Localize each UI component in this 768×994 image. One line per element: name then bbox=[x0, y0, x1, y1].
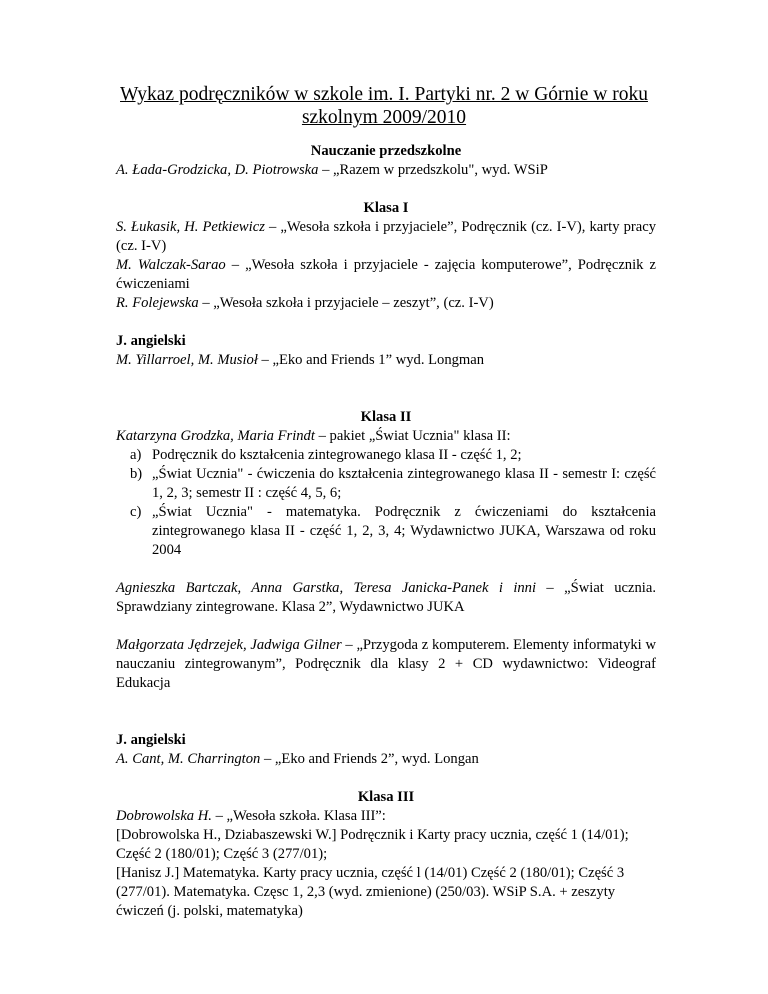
subsection-heading-angielski-2: J. angielski bbox=[116, 732, 186, 748]
entry-authors: Katarzyna Grodzka, Maria Frindt bbox=[116, 428, 315, 444]
entry-authors: S. Łukasik, H. Petkiewicz bbox=[116, 219, 265, 235]
list-marker: c) bbox=[130, 504, 142, 520]
section-heading-klasa-1: Klasa I bbox=[363, 200, 409, 216]
subsection-heading-angielski-1: J. angielski bbox=[116, 333, 186, 349]
entry-text: – „Wesoła szkoła i przyjaciele – zeszyt”, (cz. I-V) bbox=[198, 295, 494, 311]
entry-angielski-1 bbox=[116, 351, 656, 370]
entry-klasa-2-intro bbox=[116, 427, 656, 446]
entry-klasa-1 bbox=[116, 218, 656, 256]
list-item bbox=[116, 503, 656, 560]
list-item-text: „Świat Ucznia" - ćwiczenia do kształcenia zintegrowanego klasa II - semestr I: część 1, 2, 3; semestr II : część 4, 5, 6; bbox=[152, 466, 656, 501]
entry-text: – „Wesoła szkoła i przyjaciele”, Podręcznik (cz. I-V), karty pracy (cz. I-V) bbox=[116, 219, 657, 254]
entry-authors: A. Cant, M. Charrington bbox=[116, 751, 261, 767]
entry-authors: M. Walczak-Sarao bbox=[116, 257, 226, 273]
entry-text: – „Eko and Friends 1” wyd. Longman bbox=[257, 352, 485, 368]
entry-angielski-2 bbox=[116, 750, 656, 769]
entry-przedszkole bbox=[116, 161, 656, 180]
entry-authors: Dobrowolska H. bbox=[116, 808, 212, 824]
section-heading-klasa-2: Klasa II bbox=[360, 409, 412, 425]
section-heading-przedszkole: Nauczanie przedszkolne bbox=[310, 143, 462, 159]
list-marker: a) bbox=[130, 447, 142, 463]
entry-text: – „Świat ucznia. Sprawdziany zintegrowane. Klasa 2”, Wydawnictwo JUKA bbox=[116, 580, 656, 615]
list-item bbox=[116, 446, 656, 465]
entry-klasa-3-intro bbox=[116, 807, 656, 826]
list-item-text: Podręcznik do kształcenia zintegrowanego klasa II - część 1, 2; bbox=[152, 447, 522, 463]
entry-authors: A. Łada-Grodzicka, D. Piotrowska bbox=[116, 162, 319, 178]
entry-text: – „Wesoła szkoła i przyjaciele - zajęcia komputerowe”, Podręcznik z ćwiczeniami bbox=[116, 257, 657, 292]
entry-authors: Małgorzata Jędrzejek, Jadwiga Gilner bbox=[116, 637, 342, 653]
entry-klasa-1 bbox=[116, 256, 656, 294]
list-item-text: „Świat Ucznia" - matematyka. Podręcznik z ćwiczeniami do kształcenia zintegrowanego klasa II - część 1, 2, 3, 4; Wydawnictwo JUKA, Warszawa od roku 2004 bbox=[152, 504, 656, 558]
entry-text: – pakiet „Świat Ucznia" klasa II: bbox=[314, 428, 511, 444]
section-heading-klasa-3: Klasa III bbox=[357, 789, 415, 805]
entry-text: – „Razem w przedszkolu", wyd. WSiP bbox=[318, 162, 548, 178]
entry-klasa-3-para: [Hanisz J.] Matematyka. Karty pracy ucznia, część l (14/01) Część 2 (180/01); Część 3 (277/01). Matematyka. Częsc 1, 2,3 (wyd. zmienione) (250/03). WSiP S.A. + zeszyty ćwiczeń (j. polski, matematyka) bbox=[116, 865, 625, 919]
entry-text: – „Eko and Friends 2”, wyd. Longan bbox=[260, 751, 479, 767]
item-list bbox=[116, 446, 656, 560]
document-body bbox=[116, 142, 656, 921]
entry-authors: R. Folejewska bbox=[116, 295, 199, 311]
document-title: Wykaz podręczników w szkole im. I. Partyki nr. 2 w Górnie w roku szkolnym 2009/2010 bbox=[120, 84, 648, 128]
entry-text: – „Wesoła szkoła. Klasa III”: bbox=[211, 808, 386, 824]
entry-authors: Agnieszka Bartczak, Anna Garstka, Teresa Janicka-Panek i inni bbox=[116, 580, 537, 596]
list-marker: b) bbox=[130, 466, 143, 482]
entry-authors: M. Yillarroel, M. Musioł bbox=[116, 352, 258, 368]
entry-text: – „Przygoda z komputerem. Elementy informatyki w nauczaniu zintegrowanym”, Podręcznik dla klasy 2 + CD wydawnictwo: Videograf Edukacja bbox=[116, 637, 657, 691]
entry-klasa-2 bbox=[116, 579, 656, 617]
entry-klasa-2 bbox=[116, 636, 656, 693]
entry-klasa-3-para: [Dobrowolska H., Dziabaszewski W.] Podręcznik i Karty pracy ucznia, część 1 (14/01); Część 2 (180/01); Część 3 (277/01); bbox=[116, 827, 629, 862]
list-item bbox=[116, 465, 656, 503]
entry-klasa-1 bbox=[116, 294, 656, 313]
